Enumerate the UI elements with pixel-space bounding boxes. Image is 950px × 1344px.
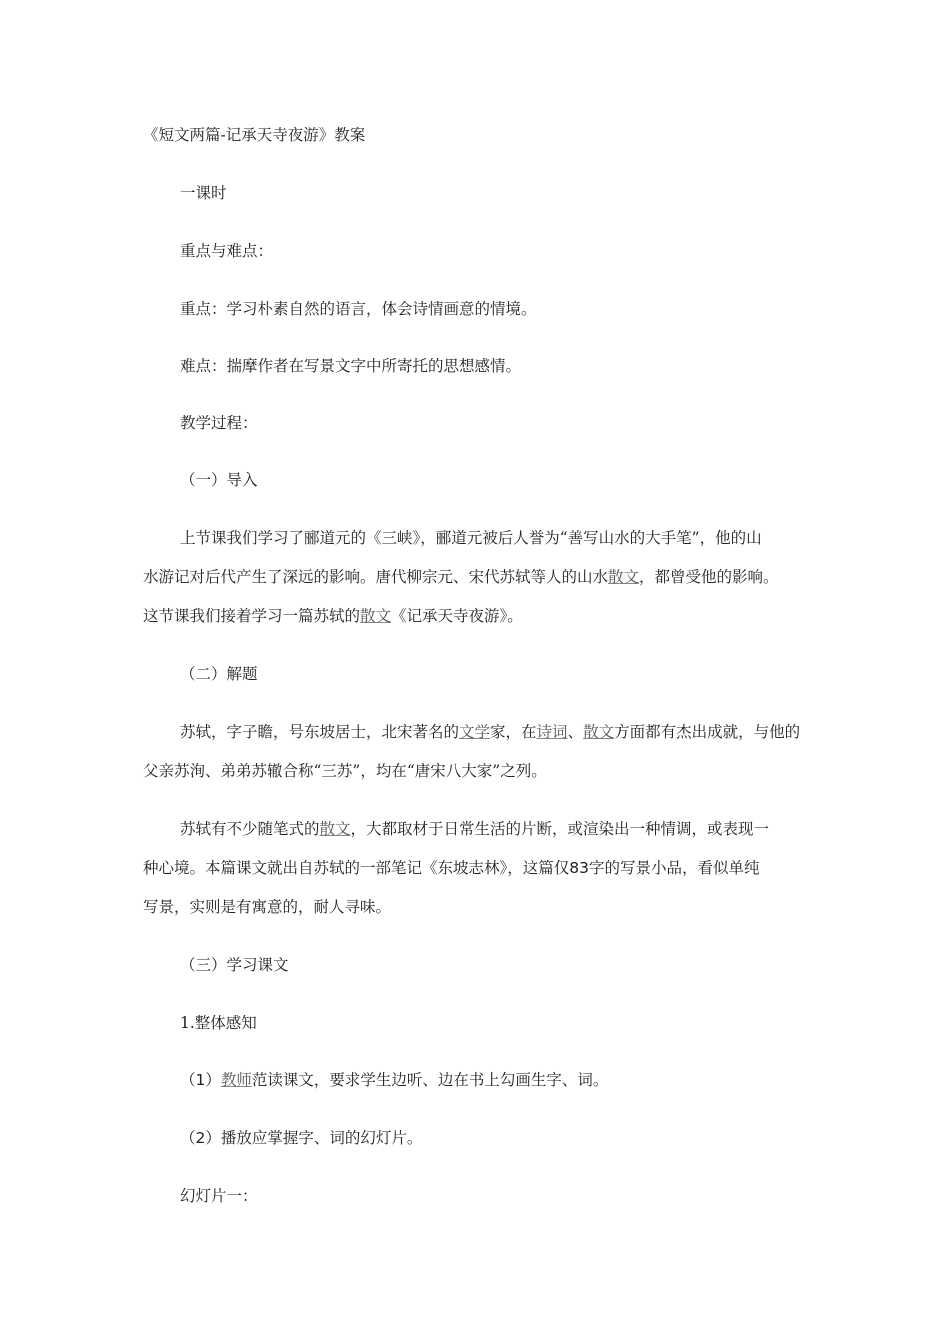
text-span: 字的写景小品，看似单纯 (589, 859, 760, 877)
text-span: 家，在 (490, 723, 537, 741)
section-1-paragraph-line-2 (143, 567, 779, 587)
section-2-paragraph-1-line-1 (180, 722, 800, 742)
text-span: 这节课我们接着学习一篇苏轼的 (143, 607, 361, 625)
prose-link[interactable]: 散文 (319, 820, 351, 838)
prose-link[interactable]: 散文 (608, 568, 640, 586)
prose-link[interactable]: 散文 (360, 607, 392, 625)
text-span: 种心境。本篇课文就出自苏轼的一部笔记《东坡志林》，这篇仅 (143, 859, 570, 877)
poetry-link[interactable]: 诗词 (536, 723, 568, 741)
text-span: 方面都有杰出成就，与他的 (614, 723, 801, 741)
prose-link[interactable]: 散文 (583, 723, 615, 741)
text-span: 《记承天寺夜游》。 (391, 607, 523, 625)
process-heading: 教学过程： (180, 414, 258, 432)
text-span: 播放应掌握字、词的幻灯片。 (220, 1129, 423, 1147)
section-1-paragraph-line-3 (143, 606, 523, 626)
text-span: 苏轼有不少随笔式的 (180, 820, 320, 838)
document-title: 《短文两篇-记承天寺夜游》教案 (143, 126, 366, 144)
focus-heading: 重点与难点： (180, 242, 274, 260)
teacher-link[interactable]: 教师 (220, 1071, 252, 1089)
word-count: 83 (569, 859, 589, 877)
text-span: 苏轼，字子瞻，号东坡居士，北宋著名的 (180, 723, 460, 741)
lesson-period: 一课时 (180, 184, 227, 202)
section-3-heading: （三）学习课文 (180, 956, 289, 974)
section-2-paragraph-2-line-2 (143, 858, 760, 878)
step-1 (180, 1070, 608, 1090)
section-2-paragraph-2-line-3: 写景，实则是有寓意的，耐人寻味。 (143, 898, 392, 916)
text-span: 水游记对后代产生了深远的影响。唐代柳宗元、宋代苏轼等人的山水 (143, 568, 609, 586)
text-span: ，大都取材于日常生活的片断，或渲染出一种情调，或表现一 (350, 820, 770, 838)
section-1-paragraph-line-1: 上节课我们学习了郦道元的《三峡》，郦道元被后人誉为“善写山水的大手笔”，他的山 (180, 529, 762, 547)
section-2-heading: （二）解题 (180, 665, 258, 683)
slide-1-label: 幻灯片一： (180, 1187, 258, 1205)
subsection-1-heading: 1.整体感知 (180, 1014, 257, 1032)
text-span: 范读课文，要求学生边听、边在书上勾画生字、词。 (251, 1071, 609, 1089)
key-point: 重点：学习朴素自然的语言，体会诗情画意的情境。 (180, 300, 537, 318)
section-2-paragraph-1-line-2: 父亲苏洵、弟弟苏辙合称“三苏”，均在“唐宋八大家”之列。 (143, 762, 547, 780)
literature-link[interactable]: 文学 (459, 723, 491, 741)
section-1-heading: （一）导入 (180, 471, 258, 489)
text-span: 、 (567, 723, 584, 741)
step-2 (180, 1128, 422, 1148)
step-number: （1） (180, 1071, 221, 1089)
difficult-point: 难点：揣摩作者在写景文字中所寄托的思想感情。 (180, 357, 522, 375)
section-2-paragraph-2-line-1 (180, 819, 769, 839)
step-number: （2） (180, 1129, 221, 1147)
text-span: ，都曾受他的影响。 (639, 568, 779, 586)
